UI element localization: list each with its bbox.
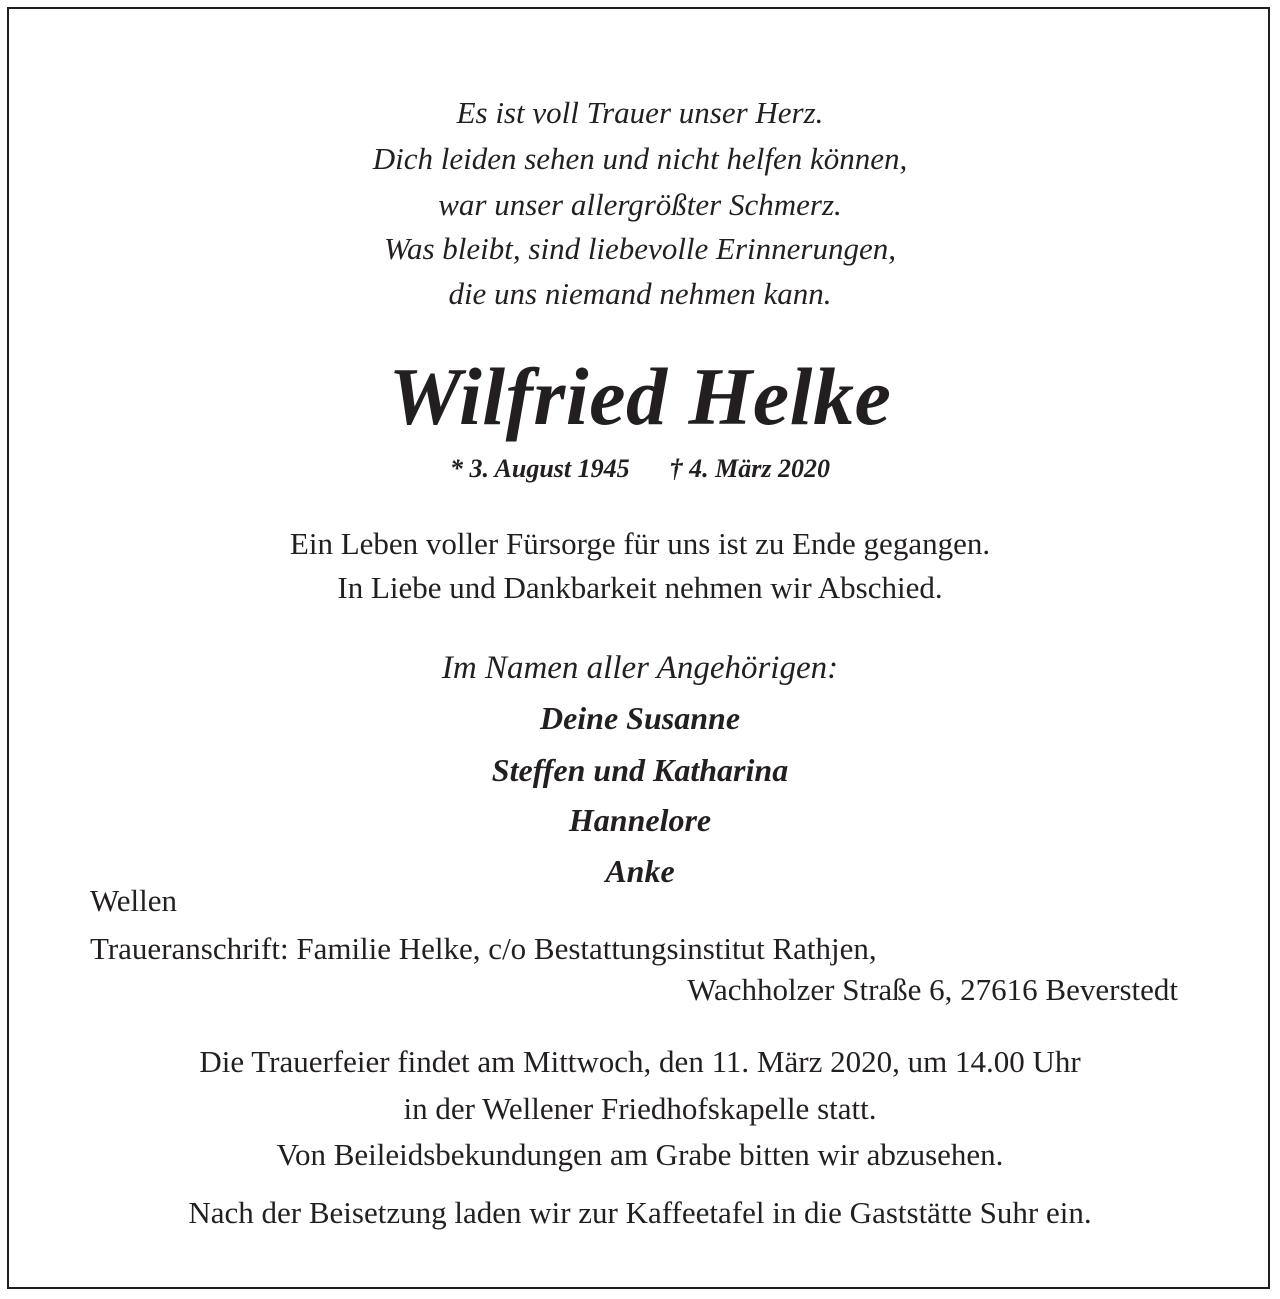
poem-line-1: Es ist voll Trauer unser Herz. <box>456 95 824 130</box>
address-line-1: Traueranschrift: Familie Helke, c/o Bestattungsinstitut Rathjen, <box>90 931 877 966</box>
family-member-2: Steffen und Katharina <box>491 752 789 788</box>
poem-line-4: Was bleibt, sind liebevolle Erinnerungen, <box>384 231 896 266</box>
poem-line-2: Dich leiden sehen und nicht helfen können, <box>372 141 908 176</box>
poem-line-5: die uns niemand nehmen kann. <box>448 276 832 311</box>
farewell-line-1: Ein Leben voller Fürsorge für uns ist zu Ende gegangen. <box>289 526 991 561</box>
poem-line-3: war unser allergrößter Schmerz. <box>438 187 842 222</box>
death-date: † 4. März 2020 <box>669 454 830 483</box>
ceremony-line-2: in der Wellener Friedhofskapelle statt. <box>403 1091 877 1126</box>
family-member-3: Hannelore <box>568 802 712 838</box>
life-dates <box>0 452 1280 486</box>
deceased-name: Wilfried Helke <box>388 351 892 442</box>
closing-line: Nach der Beisetzung laden wir zur Kaffeetafel in die Gaststätte Suhr ein. <box>188 1195 1092 1230</box>
family-member-1: Deine Susanne <box>539 700 741 736</box>
ceremony-line-3: Von Beileidsbekundungen am Grabe bitten wir abzusehen. <box>276 1137 1004 1172</box>
birth-date: * 3. August 1945 <box>450 454 630 483</box>
place-name: Wellen <box>90 883 178 918</box>
farewell-line-2: In Liebe und Dankbarkeit nehmen wir Abschied. <box>337 570 943 605</box>
family-member-4: Anke <box>605 853 675 889</box>
ceremony-line-1: Die Trauerfeier findet am Mittwoch, den 11. März 2020, um 14.00 Uhr <box>199 1044 1081 1079</box>
signoff-heading: Im Namen aller Angehörigen: <box>441 650 839 686</box>
address-line-2: Wachholzer Straße 6, 27616 Beverstedt <box>687 972 1178 1007</box>
